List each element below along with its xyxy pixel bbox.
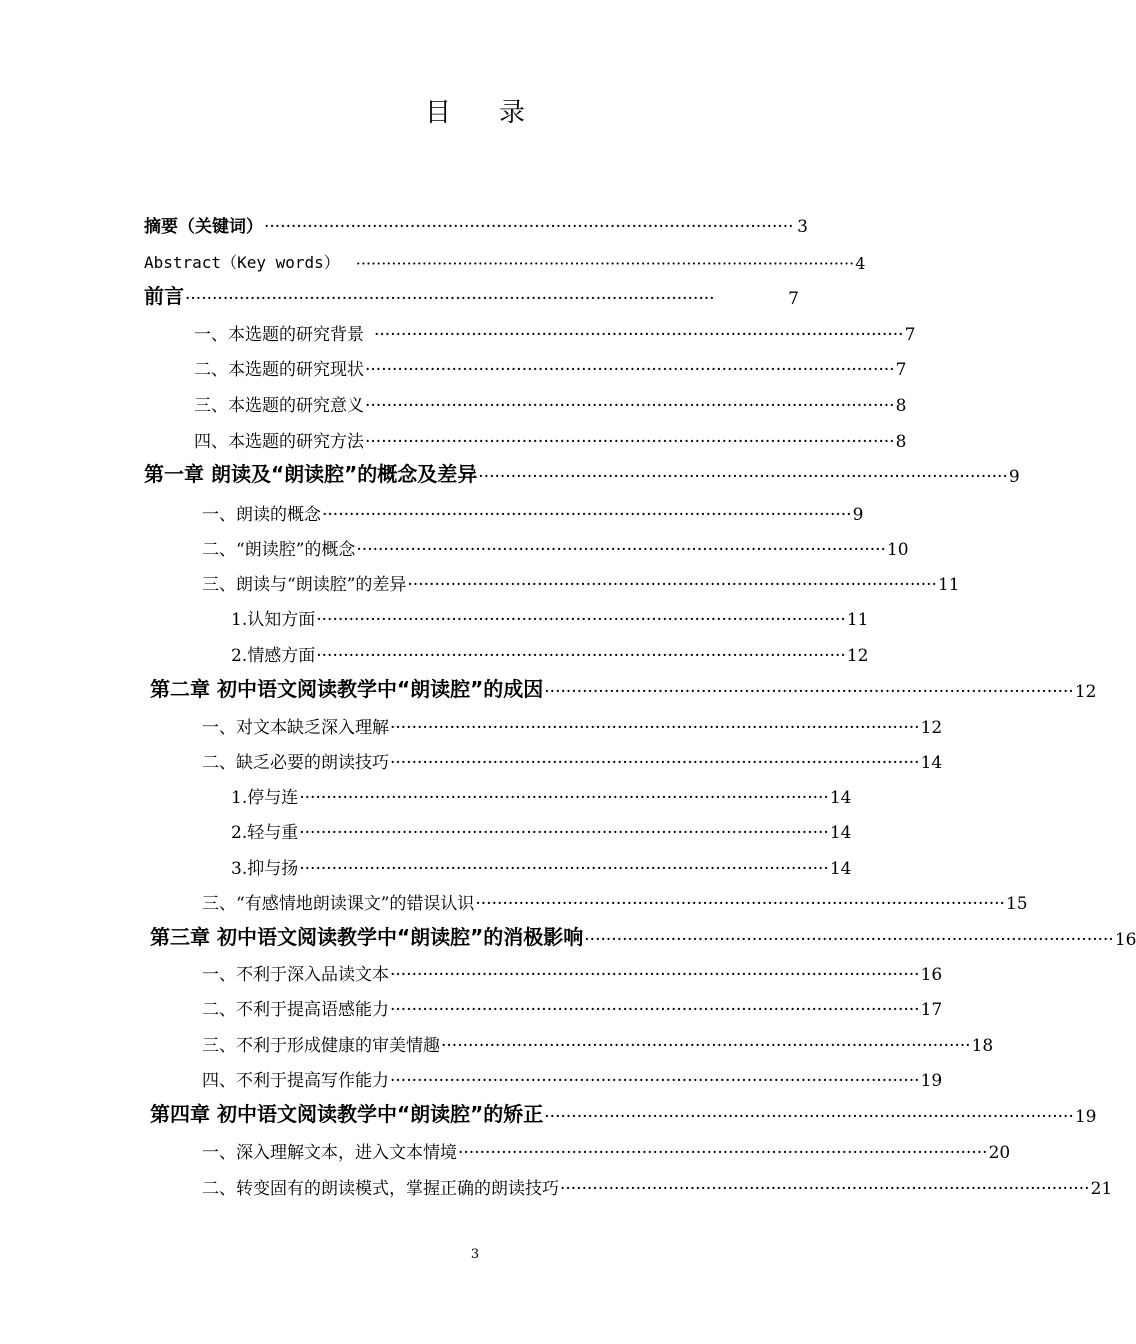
toc-entry-page: 15 [1005,894,1028,914]
toc-entry-text: 一、不利于深入品读文本 [202,965,389,985]
toc-entry-page: 14 [829,859,852,879]
toc-entry-text: 2.情感方面 [231,646,316,666]
toc-leader-dots: ·································································································· [374,325,904,345]
toc-entry-page: 21 [1090,1179,1113,1199]
toc-leader-dots: ·································································································· [544,1107,1074,1127]
toc-entry[interactable] [150,1097,1097,1127]
toc-entry[interactable] [144,207,808,237]
toc-entry[interactable] [231,600,869,630]
toc-entry-text: 摘要（关键词） [144,217,263,237]
toc-leader-dots: ·································································································· [560,1179,1090,1199]
toc-entry[interactable] [144,243,866,273]
toc-entry-text: 二、转变固有的朗读模式，掌握正确的朗读技巧 [202,1179,559,1199]
toc-entry[interactable] [150,920,1136,950]
toc-entry[interactable] [202,743,943,773]
toc-entry-text: 二、不利于提高语感能力 [202,1000,389,1020]
toc-entry-text: 三、朗读与“朗读腔”的差异 [202,575,407,595]
toc-entry-text: 一、对文本缺乏深入理解 [202,718,389,738]
toc-entry-page: 4 [855,254,866,273]
toc-entry[interactable] [144,457,1020,487]
toc-entry-page: 9 [1008,467,1020,487]
toc-entry-page: 14 [829,788,852,808]
toc-entry-text: 第一章 朗读及“朗读腔”的概念及差异 [144,462,478,486]
toc-leader-dots: ·································································································· [299,859,829,879]
toc-entry-page: 12 [920,718,943,738]
toc-entry[interactable] [202,1169,1113,1199]
toc-entry[interactable] [202,1026,994,1056]
toc-entry-page: 9 [852,505,864,525]
toc-leader-dots: ·································································································· [365,360,895,380]
toc-entry-page: 16 [1114,930,1136,950]
toc-leader-dots: ·································································································· [475,894,1005,914]
toc-leader-dots: ·································································································· [316,610,846,630]
toc-entry-text: 二、本选题的研究现状 [194,360,364,380]
toc-entry-text: 二、缺乏必要的朗读技巧 [202,753,389,773]
toc-entry-page: 8 [895,432,907,452]
toc-entry[interactable] [194,315,916,345]
toc-entry-page: 7 [904,325,916,345]
toc-leader-dots: ·································································································· [390,718,920,738]
toc-leader-dots: ·································································································· [355,254,855,273]
toc-leader-dots: ·································································································· [544,682,1074,702]
toc-entry[interactable] [150,672,1097,702]
toc-entry-text: 第四章 初中语文阅读教学中“朗读腔”的矫正 [150,1102,544,1126]
toc-leader-dots: ·································································································· [390,1000,920,1020]
toc-entry-page: 14 [829,823,852,843]
toc-leader-dots: ·································································································· [390,1071,920,1091]
toc-entry[interactable] [202,565,960,595]
toc-leader-dots: ·································································································· [365,396,895,416]
toc-leader-dots: ·································································································· [441,1036,971,1056]
toc-entry[interactable] [202,955,943,985]
toc-entry-text: 前言 [144,284,184,308]
toc-leader-dots: ·································································································· [299,788,829,808]
toc-entry[interactable] [194,350,907,380]
toc-entry-page: 19 [920,1071,943,1091]
toc-entry-page: 7 [895,360,907,380]
toc-entry-page: 11 [937,575,960,595]
toc-entry[interactable] [202,1133,1011,1163]
toc-entry-text: 一、本选题的研究背景 [194,325,364,345]
toc-entry[interactable] [202,884,1028,914]
toc-entry-page: 7 [788,289,799,309]
toc-entry-page: 3 [797,217,808,237]
toc-leader-dots: ·································································································· [365,432,895,452]
toc-leader-dots: ·································································································· [390,965,920,985]
toc-entry-text: 三、不利于形成健康的审美情趣 [202,1036,440,1056]
toc-entry-page: 10 [886,540,909,560]
toc-title: 目录 [424,98,573,128]
toc-entry-text: 一、深入理解文本，进入文本情境 [202,1143,457,1163]
toc-entry-text: 一、朗读的概念 [202,505,321,525]
toc-leader-dots: ·································································································· [407,575,937,595]
toc-entry-text: 三、本选题的研究意义 [194,396,364,416]
toc-entry[interactable] [202,495,864,525]
toc-entry[interactable] [144,279,799,309]
toc-entry-text: 二、“朗读腔”的概念 [202,540,356,560]
toc-leader-dots: ·································································································· [316,646,846,666]
toc-entry-text: 四、不利于提高写作能力 [202,1071,389,1091]
toc-entry[interactable] [231,636,869,666]
toc-entry-page: 14 [920,753,943,773]
toc-leader-dots: ·································································································· [478,467,1008,487]
toc-entry-text: 第二章 初中语文阅读教学中“朗读腔”的成因 [150,677,544,701]
toc-entry[interactable] [202,990,943,1020]
toc-entry[interactable] [231,849,852,879]
toc-entry-page: 8 [895,396,907,416]
toc-entry-page: 19 [1074,1107,1097,1127]
toc-entry-page: 20 [988,1143,1011,1163]
toc-entry-text: 3.抑与扬 [231,859,299,879]
toc-entry-text: 四、本选题的研究方法 [194,432,364,452]
toc-entry-text: 第三章 初中语文阅读教学中“朗读腔”的消极影响 [150,925,584,949]
toc-entry-page: 18 [971,1036,994,1056]
toc-entry-page: 11 [846,610,869,630]
toc-leader-dots: ·································································································· [584,930,1114,950]
toc-entry-text: Abstract（Key words） [144,253,340,272]
toc-entry[interactable] [194,422,907,452]
toc-entry-page: 17 [920,1000,943,1020]
toc-entry[interactable] [231,778,852,808]
toc-entry-page: 12 [1074,682,1097,702]
toc-leader-dots: ·································································································· [458,1143,988,1163]
toc-entry-text: 1.认知方面 [231,610,316,630]
toc-entry-page: 12 [846,646,869,666]
toc-entry[interactable] [231,813,852,843]
toc-entry-text: 2.轻与重 [231,823,299,843]
toc-entry-page: 16 [920,965,943,985]
toc-entry[interactable] [202,1061,943,1091]
toc-entry-text: 三、“有感情地朗读课文”的错误认识 [202,894,475,914]
toc-leader-dots: ·································································································· [390,753,920,773]
page-number: 3 [470,1247,480,1262]
toc-entry[interactable] [202,708,943,738]
toc-leader-dots: ·································································································· [322,505,852,525]
toc-leader-dots: ·································································································· [299,823,829,843]
toc-leader-dots: ·································································································· [185,289,715,309]
toc-entry[interactable] [202,530,909,560]
toc-entry-text: 1.停与连 [231,788,299,808]
toc-entry[interactable] [194,386,907,416]
toc-leader-dots: ·································································································· [356,540,886,560]
toc-leader-dots: ·································································································· [264,217,794,237]
